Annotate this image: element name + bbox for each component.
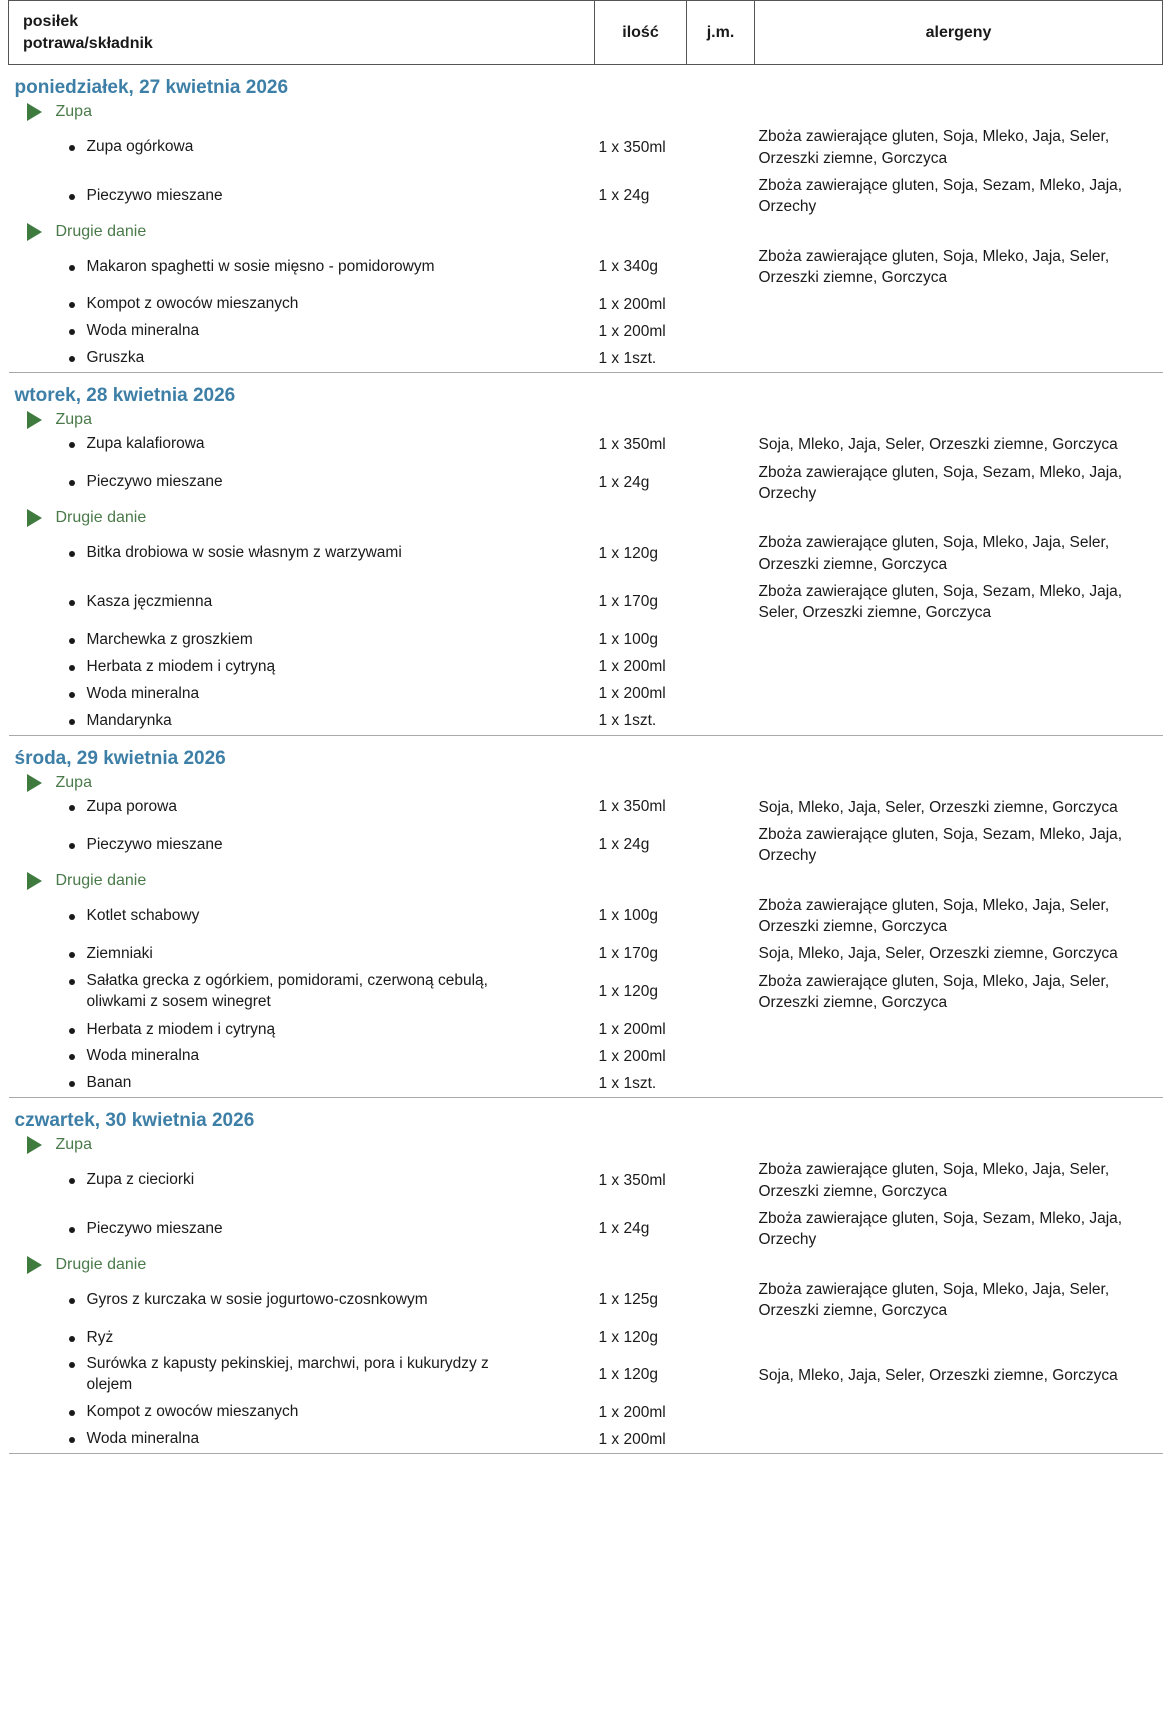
table-row xyxy=(9,291,1163,318)
dish-name-cell xyxy=(9,529,595,578)
dish-allergens: Zboża zawierające gluten, Soja, Mleko, Jaja, Seler, Orzeszki ziemne, Gorczyca xyxy=(758,1280,1110,1320)
dish-name: Kotlet schabowy xyxy=(86,906,200,924)
day-title: czwartek, 30 kwietnia 2026 xyxy=(14,1110,255,1132)
course-header-cell xyxy=(9,221,1163,243)
dish-allergens: Zboża zawierające gluten, Soja, Sezam, Mleko, Jaja, Orzechy xyxy=(758,825,1123,865)
dish-allergens: Soja, Mleko, Jaja, Seler, Orzeszki ziemne, Gorczyca xyxy=(758,798,1118,816)
dish-quantity: 1 x 1szt. xyxy=(598,349,657,367)
dish-name-cell xyxy=(9,1156,595,1205)
dish-name-cell xyxy=(9,243,595,292)
course-header-row xyxy=(9,221,1163,243)
bullet-icon xyxy=(69,480,75,486)
column-header-meal-line2: potrawa/składnik xyxy=(23,34,153,52)
bullet-icon xyxy=(69,979,75,985)
dish-name-cell xyxy=(9,318,595,345)
dish-name: Zupa z cieciorki xyxy=(86,1171,195,1189)
course-header-row xyxy=(9,772,1163,794)
play-triangle-icon xyxy=(27,1136,42,1154)
dish-name: Kompot z owoców mieszanych xyxy=(86,1403,299,1421)
dish-name: Zupa kalafiorowa xyxy=(86,435,205,453)
dish-allergens: Zboża zawierające gluten, Soja, Mleko, Jaja, Seler, Orzeszki ziemne, Gorczyca xyxy=(758,128,1110,167)
dish-quantity: 1 x 350ml xyxy=(598,798,666,816)
bottom-divider xyxy=(9,1454,1163,1455)
dish-quantity: 1 x 200ml xyxy=(598,1430,666,1448)
dish-allergens xyxy=(755,291,1163,318)
menu-table xyxy=(8,0,1163,1454)
dish-quantity: 1 x 120g xyxy=(598,1328,658,1346)
table-row xyxy=(9,529,1163,578)
bullet-icon xyxy=(69,1437,75,1443)
dish-allergens xyxy=(755,681,1163,708)
dish-name-cell xyxy=(9,892,595,941)
bullet-icon xyxy=(69,302,75,308)
table-row xyxy=(9,1426,1163,1453)
dish-name: Banan xyxy=(86,1074,132,1092)
table-row xyxy=(9,821,1163,870)
play-triangle-icon xyxy=(27,103,42,121)
table-row xyxy=(9,892,1163,941)
dish-allergens xyxy=(755,708,1163,735)
table-row xyxy=(9,431,1163,458)
bullet-icon xyxy=(69,719,75,725)
dish-quantity: 1 x 170g xyxy=(598,593,658,611)
bullet-icon xyxy=(69,843,75,849)
dish-allergens: Zboża zawierające gluten, Soja, Mleko, Jaja, Seler, Orzeszki ziemne, Gorczyca xyxy=(758,247,1110,287)
day-header-cell xyxy=(9,1098,1163,1135)
dish-name-cell xyxy=(9,123,595,172)
dish-quantity: 1 x 200ml xyxy=(598,295,666,313)
dish-name: Gruszka xyxy=(86,349,145,367)
table-header xyxy=(9,1,1163,65)
day-header-row xyxy=(9,735,1163,772)
column-header-meal-line1: posiłek xyxy=(23,13,79,30)
table-row xyxy=(9,1276,1163,1325)
dish-allergens: Zboża zawierające gluten, Soja, Mleko, Jaja, Seler, Orzeszki ziemne, Gorczyca xyxy=(758,1161,1110,1200)
bullet-icon xyxy=(69,914,75,920)
dish-name: Surówka z kapusty pekinskiej, marchwi, pora i kukurydzy z olejem xyxy=(86,1355,489,1394)
table-row xyxy=(9,1399,1163,1426)
dish-name-cell xyxy=(9,1017,595,1044)
dish-name-cell xyxy=(9,1043,595,1070)
dish-quantity: 1 x 1szt. xyxy=(598,1074,657,1092)
dish-allergens xyxy=(755,318,1163,345)
table-row xyxy=(9,940,1163,967)
dish-allergens: Zboża zawierające gluten, Soja, Sezam, Mleko, Jaja, Seler, Orzeszki ziemne, Gorczyca xyxy=(758,583,1123,622)
day-header-cell xyxy=(9,373,1163,410)
dish-name: Woda mineralna xyxy=(86,1047,200,1065)
bullet-icon xyxy=(69,1028,75,1034)
table-row xyxy=(9,243,1163,292)
table-body xyxy=(9,65,1163,1454)
dish-allergens xyxy=(755,1426,1163,1453)
column-header-quantity: ilość xyxy=(595,1,687,65)
bullet-icon xyxy=(69,1410,75,1416)
course-label: Drugie danie xyxy=(55,1255,147,1273)
dish-quantity: 1 x 120g xyxy=(598,1366,658,1384)
day-header-cell xyxy=(9,735,1163,772)
course-header-cell xyxy=(9,772,1163,794)
play-triangle-icon xyxy=(27,872,42,890)
course-label: Zupa xyxy=(55,411,92,429)
dish-allergens: Soja, Mleko, Jaja, Seler, Orzeszki ziemne, Gorczyca xyxy=(758,436,1118,454)
table-row xyxy=(9,1325,1163,1352)
dish-quantity: 1 x 170g xyxy=(598,945,658,963)
dish-allergens: Zboża zawierające gluten, Soja, Mleko, Jaja, Seler, Orzeszki ziemne, Gorczyca xyxy=(758,896,1110,936)
dish-quantity: 1 x 100g xyxy=(598,907,658,925)
dish-name: Woda mineralna xyxy=(86,1430,200,1448)
course-label: Drugie danie xyxy=(55,222,147,240)
dish-allergens: Zboża zawierające gluten, Soja, Sezam, Mleko, Jaja, Orzechy xyxy=(758,176,1123,216)
dish-name-cell xyxy=(9,1205,595,1254)
dish-allergens: Zboża zawierające gluten, Soja, Mleko, Jaja, Seler, Orzeszki ziemne, Gorczyca xyxy=(758,534,1110,573)
dish-name-cell xyxy=(9,794,595,821)
dish-allergens xyxy=(755,345,1163,372)
table-row xyxy=(9,627,1163,654)
dish-allergens: Soja, Mleko, Jaja, Seler, Orzeszki ziemne, Gorczyca xyxy=(758,945,1118,963)
dish-name-cell xyxy=(9,1399,595,1426)
dish-name-cell xyxy=(9,345,595,372)
dish-name-cell xyxy=(9,459,595,508)
course-header-cell xyxy=(9,1134,1163,1156)
table-row xyxy=(9,1205,1163,1254)
table-row xyxy=(9,708,1163,735)
day-header-row xyxy=(9,1098,1163,1135)
dish-quantity: 1 x 200ml xyxy=(598,322,666,340)
bullet-icon xyxy=(69,1227,75,1233)
day-title: środa, 29 kwietnia 2026 xyxy=(14,747,226,769)
dish-quantity: 1 x 120g xyxy=(598,983,658,1001)
course-header-row xyxy=(9,1134,1163,1156)
bullet-icon xyxy=(69,265,75,271)
course-header-row xyxy=(9,870,1163,892)
dish-name: Bitka drobiowa w sosie własnym z warzywami xyxy=(86,544,402,562)
dish-name: Marchewka z groszkiem xyxy=(86,630,253,648)
bullet-icon xyxy=(69,145,75,151)
dish-name: Ryż xyxy=(86,1328,114,1346)
column-header-meal xyxy=(9,1,595,65)
dish-name-cell xyxy=(9,821,595,870)
dish-name: Zupa ogórkowa xyxy=(86,138,194,156)
bullet-icon xyxy=(69,805,75,811)
dish-quantity: 1 x 340g xyxy=(598,258,658,276)
day-header-row xyxy=(9,373,1163,410)
course-header-cell xyxy=(9,870,1163,892)
dish-quantity: 1 x 24g xyxy=(598,836,650,854)
dish-name: Zupa porowa xyxy=(86,797,177,815)
dish-name-cell xyxy=(9,654,595,681)
dish-name-cell xyxy=(9,1070,595,1097)
bullet-icon xyxy=(69,638,75,644)
bullet-icon xyxy=(69,1054,75,1060)
day-header-row xyxy=(9,65,1163,102)
dish-name: Herbata z miodem i cytryną xyxy=(86,657,276,675)
dish-quantity: 1 x 24g xyxy=(598,1220,650,1238)
bullet-icon xyxy=(69,194,75,200)
dish-name-cell xyxy=(9,291,595,318)
column-header-allergens: alergeny xyxy=(755,1,1163,65)
dish-name: Herbata z miodem i cytryną xyxy=(86,1020,276,1038)
course-header-cell xyxy=(9,101,1163,123)
dish-name-cell xyxy=(9,968,595,1017)
play-triangle-icon xyxy=(27,411,42,429)
dish-name-cell xyxy=(9,431,595,458)
day-title: wtorek, 28 kwietnia 2026 xyxy=(14,385,236,407)
course-header-row xyxy=(9,101,1163,123)
course-header-row xyxy=(9,409,1163,431)
dish-allergens: Zboża zawierające gluten, Soja, Sezam, Mleko, Jaja, Orzechy xyxy=(758,1210,1123,1249)
play-triangle-icon xyxy=(27,509,42,527)
dish-quantity: 1 x 200ml xyxy=(598,1403,666,1421)
course-header-cell xyxy=(9,507,1163,529)
dish-quantity: 1 x 100g xyxy=(598,631,658,649)
table-row xyxy=(9,1070,1163,1097)
course-header-cell xyxy=(9,409,1163,431)
course-header-row xyxy=(9,1254,1163,1276)
dish-name: Makaron spaghetti w sosie mięsno - pomidorowym xyxy=(86,257,435,275)
bullet-icon xyxy=(69,600,75,606)
table-row xyxy=(9,345,1163,372)
dish-name: Kompot z owoców mieszanych xyxy=(86,295,299,313)
table-row xyxy=(9,1351,1163,1399)
bullet-icon xyxy=(69,1336,75,1342)
play-triangle-icon xyxy=(27,223,42,241)
dish-name: Sałatka grecka z ogórkiem, pomidorami, czerwoną cebulą, oliwkami z sosem winegret xyxy=(86,972,488,1011)
table-row xyxy=(9,654,1163,681)
table-row xyxy=(9,123,1163,172)
dish-quantity: 1 x 120g xyxy=(598,544,658,562)
dish-name: Pieczywo mieszane xyxy=(86,1219,223,1237)
dish-name-cell xyxy=(9,578,595,627)
dish-name: Kasza jęczmienna xyxy=(86,592,213,610)
dish-name: Ziemniaki xyxy=(86,944,153,962)
column-header-unit: j.m. xyxy=(687,1,755,65)
dish-quantity: 1 x 350ml xyxy=(598,435,666,453)
dish-name: Mandarynka xyxy=(86,711,172,729)
table-row xyxy=(9,681,1163,708)
table-row xyxy=(9,459,1163,508)
dish-quantity: 1 x 200ml xyxy=(598,685,666,703)
dish-name-cell xyxy=(9,681,595,708)
bullet-icon xyxy=(69,952,75,958)
dish-name: Pieczywo mieszane xyxy=(86,186,223,204)
day-title: poniedziałek, 27 kwietnia 2026 xyxy=(14,77,289,99)
dish-allergens xyxy=(755,1017,1163,1044)
dish-name-cell xyxy=(9,627,595,654)
dish-quantity: 1 x 1szt. xyxy=(598,712,657,730)
dish-name: Woda mineralna xyxy=(86,684,200,702)
dish-allergens xyxy=(755,654,1163,681)
table-row xyxy=(9,1017,1163,1044)
table-row xyxy=(9,172,1163,221)
dish-name-cell xyxy=(9,1351,595,1399)
table-row xyxy=(9,968,1163,1017)
bullet-icon xyxy=(69,356,75,362)
dish-name: Woda mineralna xyxy=(86,322,200,340)
table-row xyxy=(9,1156,1163,1205)
dish-quantity: 1 x 200ml xyxy=(598,1047,666,1065)
bullet-icon xyxy=(69,1178,75,1184)
bullet-icon xyxy=(69,551,75,557)
dish-name-cell xyxy=(9,1276,595,1325)
play-triangle-icon xyxy=(27,774,42,792)
dish-name-cell xyxy=(9,708,595,735)
dish-allergens: Zboża zawierające gluten, Soja, Mleko, Jaja, Seler, Orzeszki ziemne, Gorczyca xyxy=(758,972,1110,1012)
dish-name: Pieczywo mieszane xyxy=(86,473,223,491)
dish-allergens xyxy=(755,1070,1163,1097)
course-label: Drugie danie xyxy=(55,871,147,889)
dish-quantity: 1 x 24g xyxy=(598,473,650,491)
dish-quantity: 1 x 350ml xyxy=(598,138,666,156)
table-row xyxy=(9,318,1163,345)
dish-quantity: 1 x 24g xyxy=(598,187,650,205)
dish-allergens xyxy=(755,627,1163,654)
bullet-icon xyxy=(69,1362,75,1368)
course-label: Zupa xyxy=(55,773,92,791)
table-row xyxy=(9,1043,1163,1070)
course-label: Zupa xyxy=(55,1136,92,1154)
course-header-row xyxy=(9,507,1163,529)
bullet-icon xyxy=(69,1298,75,1304)
dish-name-cell xyxy=(9,172,595,221)
dish-allergens xyxy=(755,1325,1163,1352)
dish-quantity: 1 x 125g xyxy=(598,1291,658,1309)
dish-name-cell xyxy=(9,1426,595,1453)
bullet-icon xyxy=(69,1081,75,1087)
dish-allergens xyxy=(755,1399,1163,1426)
table-row xyxy=(9,794,1163,821)
bullet-icon xyxy=(69,665,75,671)
dish-allergens xyxy=(755,1043,1163,1070)
dish-name: Pieczywo mieszane xyxy=(86,835,223,853)
day-header-cell xyxy=(9,65,1163,102)
dish-allergens: Zboża zawierające gluten, Soja, Sezam, Mleko, Jaja, Orzechy xyxy=(758,463,1123,502)
bullet-icon xyxy=(69,692,75,698)
dish-name-cell xyxy=(9,940,595,967)
bullet-icon xyxy=(69,329,75,335)
dish-quantity: 1 x 350ml xyxy=(598,1171,666,1189)
dish-quantity: 1 x 200ml xyxy=(598,1020,666,1038)
dish-allergens: Soja, Mleko, Jaja, Seler, Orzeszki ziemne, Gorczyca xyxy=(758,1366,1118,1384)
table-row xyxy=(9,578,1163,627)
dish-name-cell xyxy=(9,1325,595,1352)
dish-name: Gyros z kurczaka w sosie jogurtowo-czosnkowym xyxy=(86,1290,428,1308)
course-label: Drugie danie xyxy=(55,509,147,527)
course-header-cell xyxy=(9,1254,1163,1276)
play-triangle-icon xyxy=(27,1256,42,1274)
course-label: Zupa xyxy=(55,103,92,121)
bullet-icon xyxy=(69,442,75,448)
dish-quantity: 1 x 200ml xyxy=(598,658,666,676)
